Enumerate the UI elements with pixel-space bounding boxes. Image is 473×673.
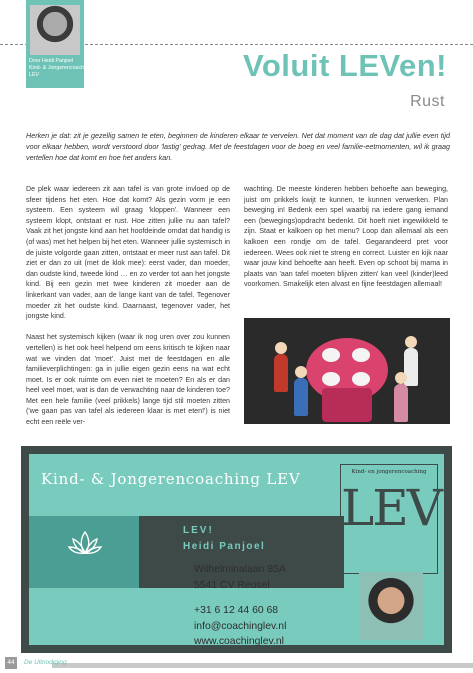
ad-panel [29, 454, 444, 648]
ad-website: www.coachinglev.nl [194, 636, 284, 648]
photo-plate [322, 372, 340, 386]
photo-plate [322, 348, 340, 362]
ad-phone: +31 6 12 44 60 68 [194, 605, 279, 617]
photo-figure [294, 378, 308, 416]
lotus-icon [67, 526, 103, 562]
article-photo-playmobil-table [244, 318, 450, 424]
footer-bar [52, 663, 473, 668]
photo-plate [352, 348, 370, 362]
author-byline: Door Heidi Panjoel [29, 58, 74, 64]
author-company: Kind- & Jongerencoaching [29, 65, 92, 71]
paragraph: Naast het systemisch kijken (waar ik nog uren over zou kunnen vertellen) is het ook heel helpend om eens kritisch te kijken naar wat we vinden dat 'moet'. Juist met de feestdagen en alle familieverplichtingen: ga in jullie eigen gezin eens na wat echt moet. Is er ook ruimte om even niet te moeten? En als er dan heel veel moet, wat is dan de verwachting naar de kinderen toe? Met een hele familie (veel prikkels) lange tijd stil moeten zitten ('we gaan pas van tafel als iedereen klaar is met eten!') is niet echt een reële ver- [26, 333, 230, 427]
ad-email: info@coachinglev.nl [194, 620, 287, 632]
ad-portrait-photo [359, 572, 423, 640]
article-column-left [26, 184, 230, 438]
ad-headline: Kind- & Jongerencoaching LEV [41, 470, 301, 488]
publication-name: De Uitnodiging [24, 659, 67, 666]
author-photo [30, 5, 80, 55]
author-tab [26, 0, 92, 88]
ad-address-street: Wilhelminalaan 85A [194, 564, 286, 575]
page-number: 44 [5, 657, 17, 669]
photo-figure [394, 384, 408, 422]
advertisement [21, 446, 452, 653]
ad-contact-block [194, 562, 286, 650]
ad-name-line: Heidi Panjoel [183, 541, 266, 552]
photo-figure-head [275, 342, 287, 354]
lev-logo [340, 464, 441, 574]
logo-tagline: Kind- en jongerencoaching [351, 469, 427, 475]
photo-figure-head [395, 372, 407, 384]
paragraph: De plek waar iedereen zit aan tafel is van grote invloed op de sfeer tijdens het eten. Hoe dat komt? Als gezin vorm je een systeem. Een systeem wil graag 'kloppen'. Wanneer een systeem klopt, ontstaat er rust. Hoe zitten jullie nu aan tafel? Vaak zit het jongste kind aan het hoofdeinde omdat dat handig is (of was) met het helpen bij het eten. Wanneer jullie systemisch in de juiste volgorde gaan zitten, ontstaat er meer rust aan tafel. Dit ziet er dan zo uit (met de klok mee): eerst vader, dan moeder, dan oudste kind, tweede kind … en zo verder tot aan het jongste kind. Bij een gezin met twee kinderen zit moeder aan de linkerkant van vader, aan de lange kant van de tafel. Tegenover moeder zit het oudste kind. Daarnaast, tegenover vader, het jongste kind. [26, 185, 230, 321]
paragraph: wachting. De meeste kinderen hebben behoefte aan beweging, juist om prikkels kwijt te kunnen, te kunnen verwerken. Plan beweging in! Bedenk een spel waarbij na iedere gang iemand een (bewegings)opdracht bedenkt. Dit hoeft niet ingewikkeld te zijn. Staat er kalkoen op het menu? Loop dan allemaal als een kalkoen een rondje om de tafel. Gegarandeerd pret voor iedereen. Wees ook niet te streng en correct. Luister en kijk naar waar jouw kind behoefte aan heeft. Even op schoot bij mama in plaats van 'aan tafel moeten blijven zitten' kan veel (kinder)leed voorkomen. Smakelijk eten alvast en fijne feestdagen allemaal! [244, 185, 448, 289]
ad-address-city: 5541 CV Reusel [194, 579, 270, 591]
article-subtitle: Rust [410, 93, 445, 110]
article-title: Voluit LEVen! [243, 48, 447, 83]
author-caption [29, 58, 107, 79]
article-column-right [244, 184, 448, 301]
author-company-suffix: LEV [29, 72, 40, 78]
photo-figure-head [295, 366, 307, 378]
photo-figure-head [405, 336, 417, 348]
photo-figure [274, 354, 288, 392]
article-intro: Herken je dat: zit je gezellig samen te eten, beginnen de kinderen elkaar te vervelen. Net dat moment van de dag dat jullie even tijd voor elkaar hebben, wordt verstoord door 'lastig' gedrag. Met de feestdagen voor de boeg en veel familie-eetmomenten, wil ik graag vertellen hoe dat komt en hoe het anders kan. [26, 131, 450, 162]
photo-plate [352, 372, 370, 386]
logo-wordmark: LEV [341, 479, 441, 537]
ad-brand-line: LEV! [183, 525, 214, 536]
photo-table-base [322, 388, 372, 422]
